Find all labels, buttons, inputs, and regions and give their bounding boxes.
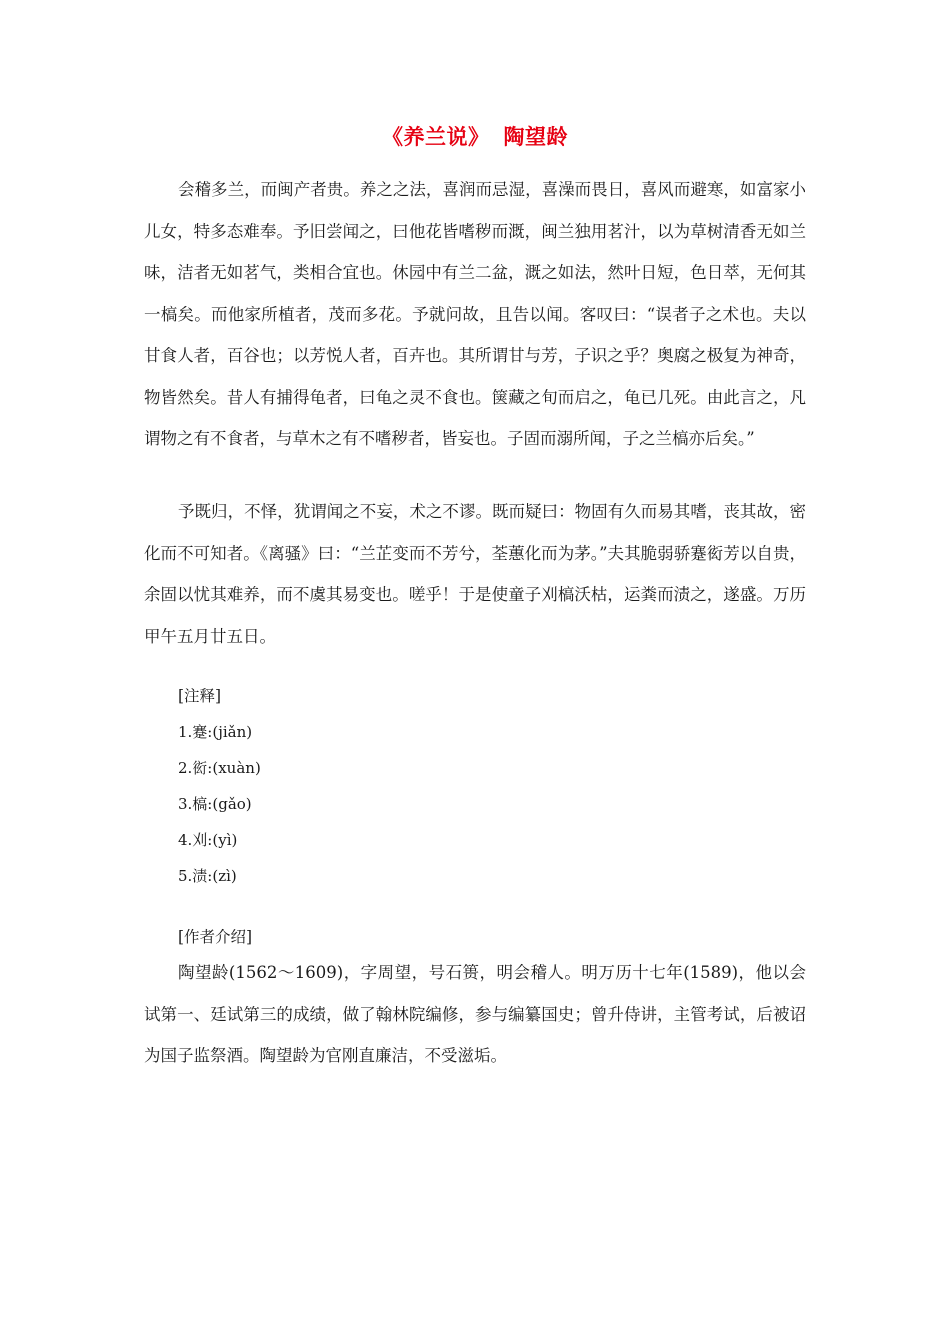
body-paragraph-1: 会稽多兰，而闽产者贵。养之之法，喜润而忌湿，喜澡而畏日，喜风而避寒，如富家小儿女，特多态难奉。予旧尝闻之，曰他花皆嗜秽而溉，闽兰独用茗汁，以为草树清香无如兰味，洁者无如茗气，类相合宜也。休园中有兰二盆，溉之如法，然叶日短，色日萃，无何其一槁矣。而他家所植者，茂而多花。予就问故，且告以闻。客叹曰：“误者子之术也。夫以甘食人者，百谷也；以芳悦人者，百卉也。其所谓甘与芳，子识之乎？奥腐之极复为神奇，物皆然矣。昔人有捕得龟者，曰龟之灵不食也。箧藏之旬而启之，龟已几死。由此言之，凡谓物之有不食者，与草木之有不嗜秽者，皆妄也。子固而溺所闻，子之兰槁亦后矣。” xyxy=(144,180,806,448)
note-item: 4.刈:(yì) xyxy=(178,831,238,849)
author-intro-paragraph: 陶望龄(1562～1609)，字周望，号石篑，明会稽人。明万历十七年(1589)，他以会试第一、廷试第三的成绩，做了翰林院编修，参与编纂国史；曾升侍讲，主管考试，后被诏为国子监祭酒。陶望龄为官刚直廉洁，不受滋垢。 xyxy=(144,963,806,1065)
note-item: 1.蹇:(jiǎn) xyxy=(178,723,253,741)
document-title xyxy=(144,123,806,151)
notes-heading: [注释] xyxy=(178,687,222,705)
note-item: 5.渍:(zì) xyxy=(178,867,237,885)
author-intro-heading: [作者介绍] xyxy=(178,928,253,946)
note-item: 3.槁:(gǎo) xyxy=(178,795,252,813)
title-work: 《养兰说》 xyxy=(382,124,490,149)
body-paragraph-2: 予既归，不怿，犹谓闻之不妄，术之不谬。既而疑曰：物固有久而易其嗜，丧其故，密化而不可知者。《离骚》曰：“兰芷变而不芳兮，荃蕙化而为茅。”夫其脆弱骄蹇衒芳以自贵，余固以忧其难养，而不虞其易变也。嗟乎！于是使童子刈槁沃枯，运粪而渍之，遂盛。万历甲午五月廿五日。 xyxy=(144,502,806,646)
note-item: 2.衒:(xuàn) xyxy=(178,759,261,777)
title-author: 陶望龄 xyxy=(503,124,568,149)
